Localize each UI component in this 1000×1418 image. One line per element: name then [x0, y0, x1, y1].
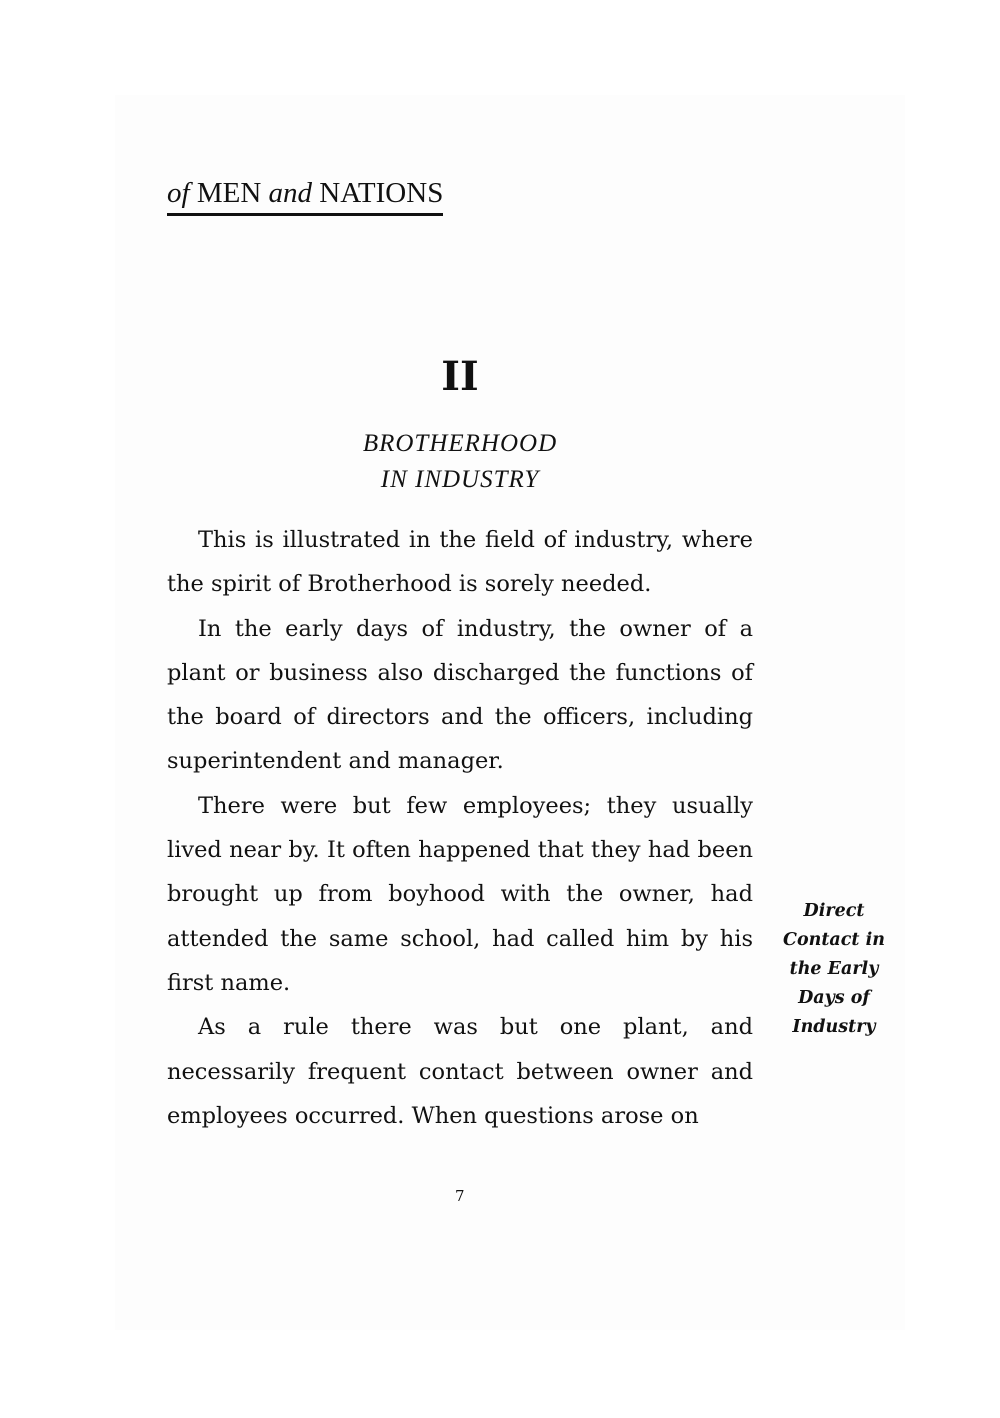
margin-sidenote	[766, 897, 902, 1042]
running-head	[167, 175, 443, 216]
body-text	[167, 518, 753, 1138]
sidenote-line: Industry	[792, 1017, 876, 1037]
sidenote-line: Days of	[798, 988, 870, 1008]
paragraph: This is illustrated in the field of industry, where the spirit of Brotherhood is sorely needed.	[167, 527, 753, 598]
running-head-and: and	[268, 177, 313, 209]
page-number: 7	[455, 1187, 465, 1205]
sidenote-line: Contact in	[783, 930, 885, 950]
paragraph: As a rule there was but one plant, and necessarily frequent contact between owner and employees occurred. When questions arose on	[167, 1014, 753, 1129]
chapter-title-line-1: BROTHERHOOD	[362, 430, 558, 457]
running-head-men: MEN	[196, 177, 262, 209]
chapter-title-line-2: IN INDUSTRY	[380, 466, 540, 493]
paragraph: There were but few employees; they usually lived near by. It often happened that they had been brought up from boyhood with the owner, had attended the same school, had called him by his first name.	[167, 792, 753, 996]
paragraph: In the early days of industry, the owner of a plant or business also discharged the functions of the board of directors and the officers, including superintendent and manager.	[167, 615, 753, 775]
chapter-number: II	[441, 353, 479, 400]
sidenote-line: Direct	[803, 901, 865, 921]
sidenote-line: the Early	[789, 959, 879, 979]
running-head-of: of	[167, 177, 190, 209]
running-head-nations: NATIONS	[319, 177, 444, 209]
